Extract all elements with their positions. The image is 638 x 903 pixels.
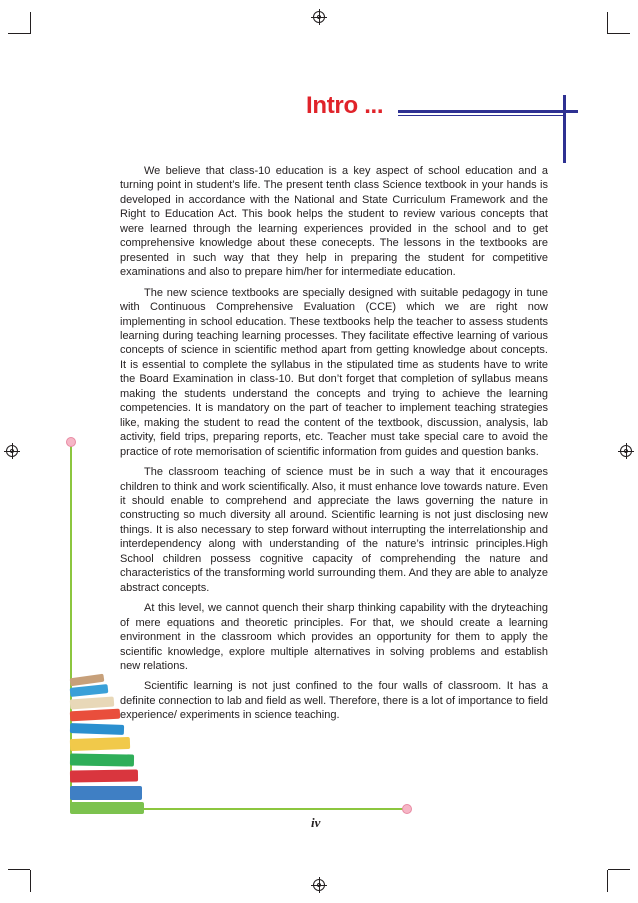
crop-mark	[607, 870, 608, 892]
crop-mark	[30, 870, 31, 892]
title-rule	[398, 110, 578, 113]
paragraph: At this level, we cannot quench their sharp thinking capability with the dryteaching of mere equations and theoretic principles. For that, we should create a learning environment in the classroom which provides an opportunity for them to apply the scientific knowledge, explore multiple alternatives in solving problems and establish new relations.	[120, 602, 548, 672]
page-title: Intro ...	[306, 92, 384, 119]
crop-mark	[30, 12, 31, 34]
page-number: iv	[311, 815, 321, 830]
registration-mark-icon	[620, 445, 632, 457]
title-vertical-bar	[563, 95, 566, 163]
crop-mark	[607, 12, 608, 34]
decorative-dot-icon	[66, 437, 76, 447]
crop-mark	[8, 33, 30, 34]
registration-mark-icon	[313, 879, 325, 891]
registration-mark-icon	[6, 445, 18, 457]
crop-mark	[608, 869, 630, 870]
paragraph: The classroom teaching of science must be in such a way that it encourages children to think and work scientifically. Also, it must enhance love towards nature. Even it should enable to comprehend and appreciate the laws governing the nature in constructing so much diversity all around. Scientific learning is not just disclosing new things. It is also necessary to step forward without interrupting the interrelationship and interdependency along with understanding of the nature’s intrinsic principles.High School children possess cognitive capacity of comprehending the nature and characteristics of the transforming world surrounding them. And they are able to analyze abstract concepts.	[120, 466, 549, 594]
crop-mark	[608, 33, 630, 34]
decorative-dot-icon	[402, 804, 412, 814]
paragraph: Scientific learning is not just confined to the four walls of classroom. It has a definite connection to lab and field as well. Therefore, there is a lot of importance to field experience/ experiments in science teaching.	[120, 680, 548, 722]
registration-mark-icon	[313, 11, 325, 23]
paragraph: We believe that class-10 education is a key aspect of school education and a turning point in student’s life. The present tenth class Science textbook in your hands is developed in accordance with the National and State Curriculum Framework and the Right to Education Act. This book helps the student to review various concepts that were learned through the learning experiences provided in the school and to get comprehensive knowledge about these conecepts. The lessons in the textbooks are presented in such way that they help in preparing the student for competitive examinations and also to prepare him/her for intermediate education.	[120, 165, 548, 279]
title-rule-thin	[398, 115, 564, 116]
crop-mark	[8, 869, 30, 870]
paragraph: The new science textbooks are specially designed with suitable pedagogy in tune with Continuous Comprehensive Evaluation (CCE) which we are right now implementing in school education. These textbooks help the teacher to assess students learning during teaching learning processes. They facilitate effective learning of various concepts of science in scientific method apart from getting knowledge about concepts. It is essential to complete the syllabus in the stipulated time as students have to write the Board Examination in class-10. But don’t forget that completion of syllabus means making the students understand the concepts and trying to achieve the learning competencies. It is mandatory on the part of teacher to implement teaching strategies like, making the student to read the content of the textbook, discussion, analysis, lab activity, field trips, preparing reports, etc. Teacher must take special care to avoid the practice of rote memorisation of scientific information from guides and question banks.	[120, 286, 548, 458]
intro-body	[120, 164, 548, 729]
